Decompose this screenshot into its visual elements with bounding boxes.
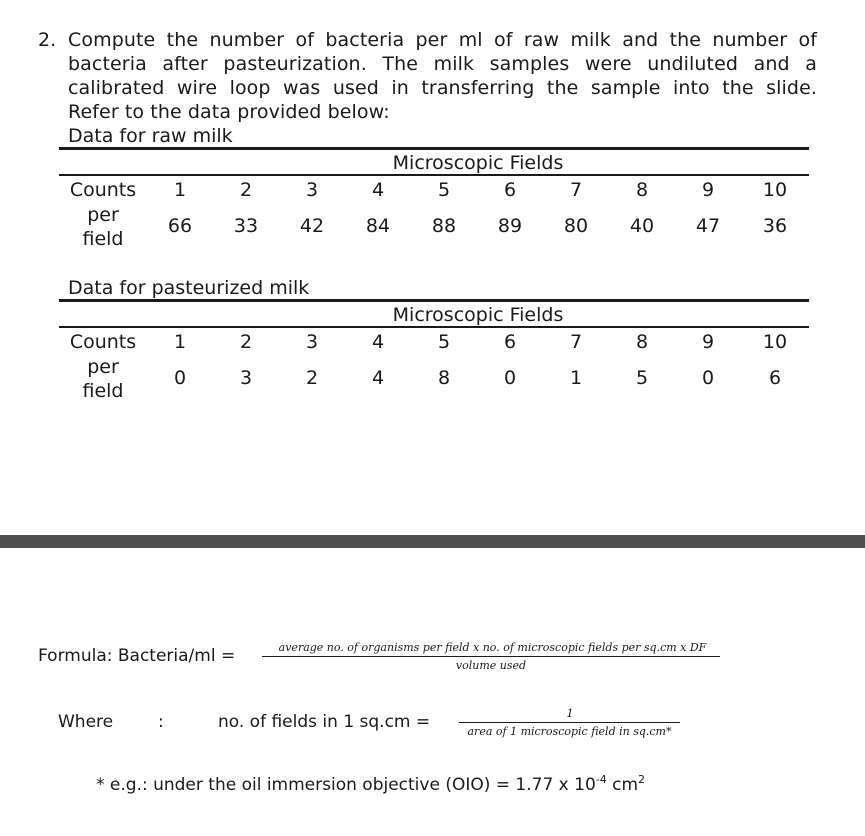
past-field-number: 10 (762, 331, 788, 353)
oio-note-text: * e.g.: under the oil immersion objective (OIO) = 1.77 x 10 (96, 775, 596, 795)
raw-field-number: 4 (371, 179, 385, 201)
raw-table-top-rule (59, 147, 809, 150)
fields-per-sqcm-label: no. of fields in 1 sq.cm = (218, 712, 431, 732)
raw-field-number: 10 (762, 179, 788, 201)
raw-row-label-line: per (87, 204, 119, 226)
past-table-top-rule (59, 299, 809, 302)
page-divider (0, 535, 865, 548)
past-row-label-line: Counts (69, 331, 137, 353)
raw-field-number: 7 (569, 179, 583, 201)
past-field-number: 8 (635, 331, 649, 353)
past-count-cell: 1 (569, 367, 583, 389)
past-field-number: 5 (437, 331, 451, 353)
formula-denominator: volume used (455, 659, 527, 672)
past-count-cell: 3 (239, 367, 253, 389)
raw-count-cell: 36 (762, 215, 788, 237)
past-count-cell: 6 (768, 367, 782, 389)
formula-numerator: average no. of organisms per field x no. of microscopic fields per sq.cm x DF (278, 641, 707, 654)
raw-field-number: 9 (701, 179, 715, 201)
past-count-cell: 8 (437, 367, 451, 389)
oio-note-unit-exponent: 2 (638, 773, 646, 786)
past-row-label-line: field (82, 380, 124, 402)
oio-note-unit: cm (606, 775, 639, 795)
raw-count-cell: 84 (365, 215, 391, 237)
raw-count-cell: 88 (431, 215, 457, 237)
past-table-caption: Data for pasteurized milk (68, 277, 310, 299)
raw-count-cell: 66 (167, 215, 193, 237)
past-field-number: 4 (371, 331, 385, 353)
question-line: calibrated wire loop was used in transferring the sample into the slide. (68, 77, 817, 99)
where-fraction-bar (459, 722, 680, 723)
where-numerator: 1 (566, 707, 574, 720)
raw-field-number: 3 (305, 179, 319, 201)
raw-field-number: 2 (239, 179, 253, 201)
raw-count-cell: 33 (233, 215, 259, 237)
question-line: Compute the number of bacteria per ml of raw milk and the number of (68, 29, 817, 51)
past-field-number: 7 (569, 331, 583, 353)
formula-label: Formula: Bacteria/ml = (38, 646, 236, 666)
formula-fraction-bar (262, 656, 720, 657)
raw-table-caption: Data for raw milk (68, 125, 233, 147)
past-count-cell: 0 (173, 367, 187, 389)
raw-count-cell: 40 (629, 215, 655, 237)
past-count-cell: 0 (701, 367, 715, 389)
question-text (68, 28, 817, 124)
raw-count-cell: 89 (497, 215, 523, 237)
raw-count-cell: 42 (299, 215, 325, 237)
question-number: 2. (38, 29, 57, 51)
past-field-number: 6 (503, 331, 517, 353)
oio-note-exponent: -4 (595, 773, 607, 786)
question-line: bacteria after pasteurization. The milk samples were undiluted and a (68, 53, 817, 75)
past-count-cell: 2 (305, 367, 319, 389)
past-field-number: 3 (305, 331, 319, 353)
raw-row-label-line: field (82, 228, 124, 250)
past-count-cell: 0 (503, 367, 517, 389)
raw-count-cell: 47 (695, 215, 721, 237)
oio-note (96, 774, 645, 796)
where-colon: : (158, 712, 164, 732)
raw-field-number: 6 (503, 179, 517, 201)
question-line: Refer to the data provided below: (68, 101, 390, 123)
past-row-label-line: per (87, 356, 119, 378)
where-denominator: area of 1 microscopic field in sq.cm* (467, 725, 672, 738)
raw-table-group-header: Microscopic Fields (392, 152, 564, 174)
raw-count-cell: 80 (563, 215, 589, 237)
past-table-header-rule (59, 326, 809, 328)
past-field-number: 1 (173, 331, 187, 353)
raw-field-number: 1 (173, 179, 187, 201)
past-table-group-header: Microscopic Fields (392, 304, 564, 326)
raw-row-label-line: Counts (69, 179, 137, 201)
where-label: Where (58, 712, 114, 732)
past-count-cell: 5 (635, 367, 649, 389)
past-field-number: 2 (239, 331, 253, 353)
past-field-number: 9 (701, 331, 715, 353)
past-count-cell: 4 (371, 367, 385, 389)
raw-table-header-rule (59, 174, 809, 176)
raw-field-number: 8 (635, 179, 649, 201)
raw-field-number: 5 (437, 179, 451, 201)
